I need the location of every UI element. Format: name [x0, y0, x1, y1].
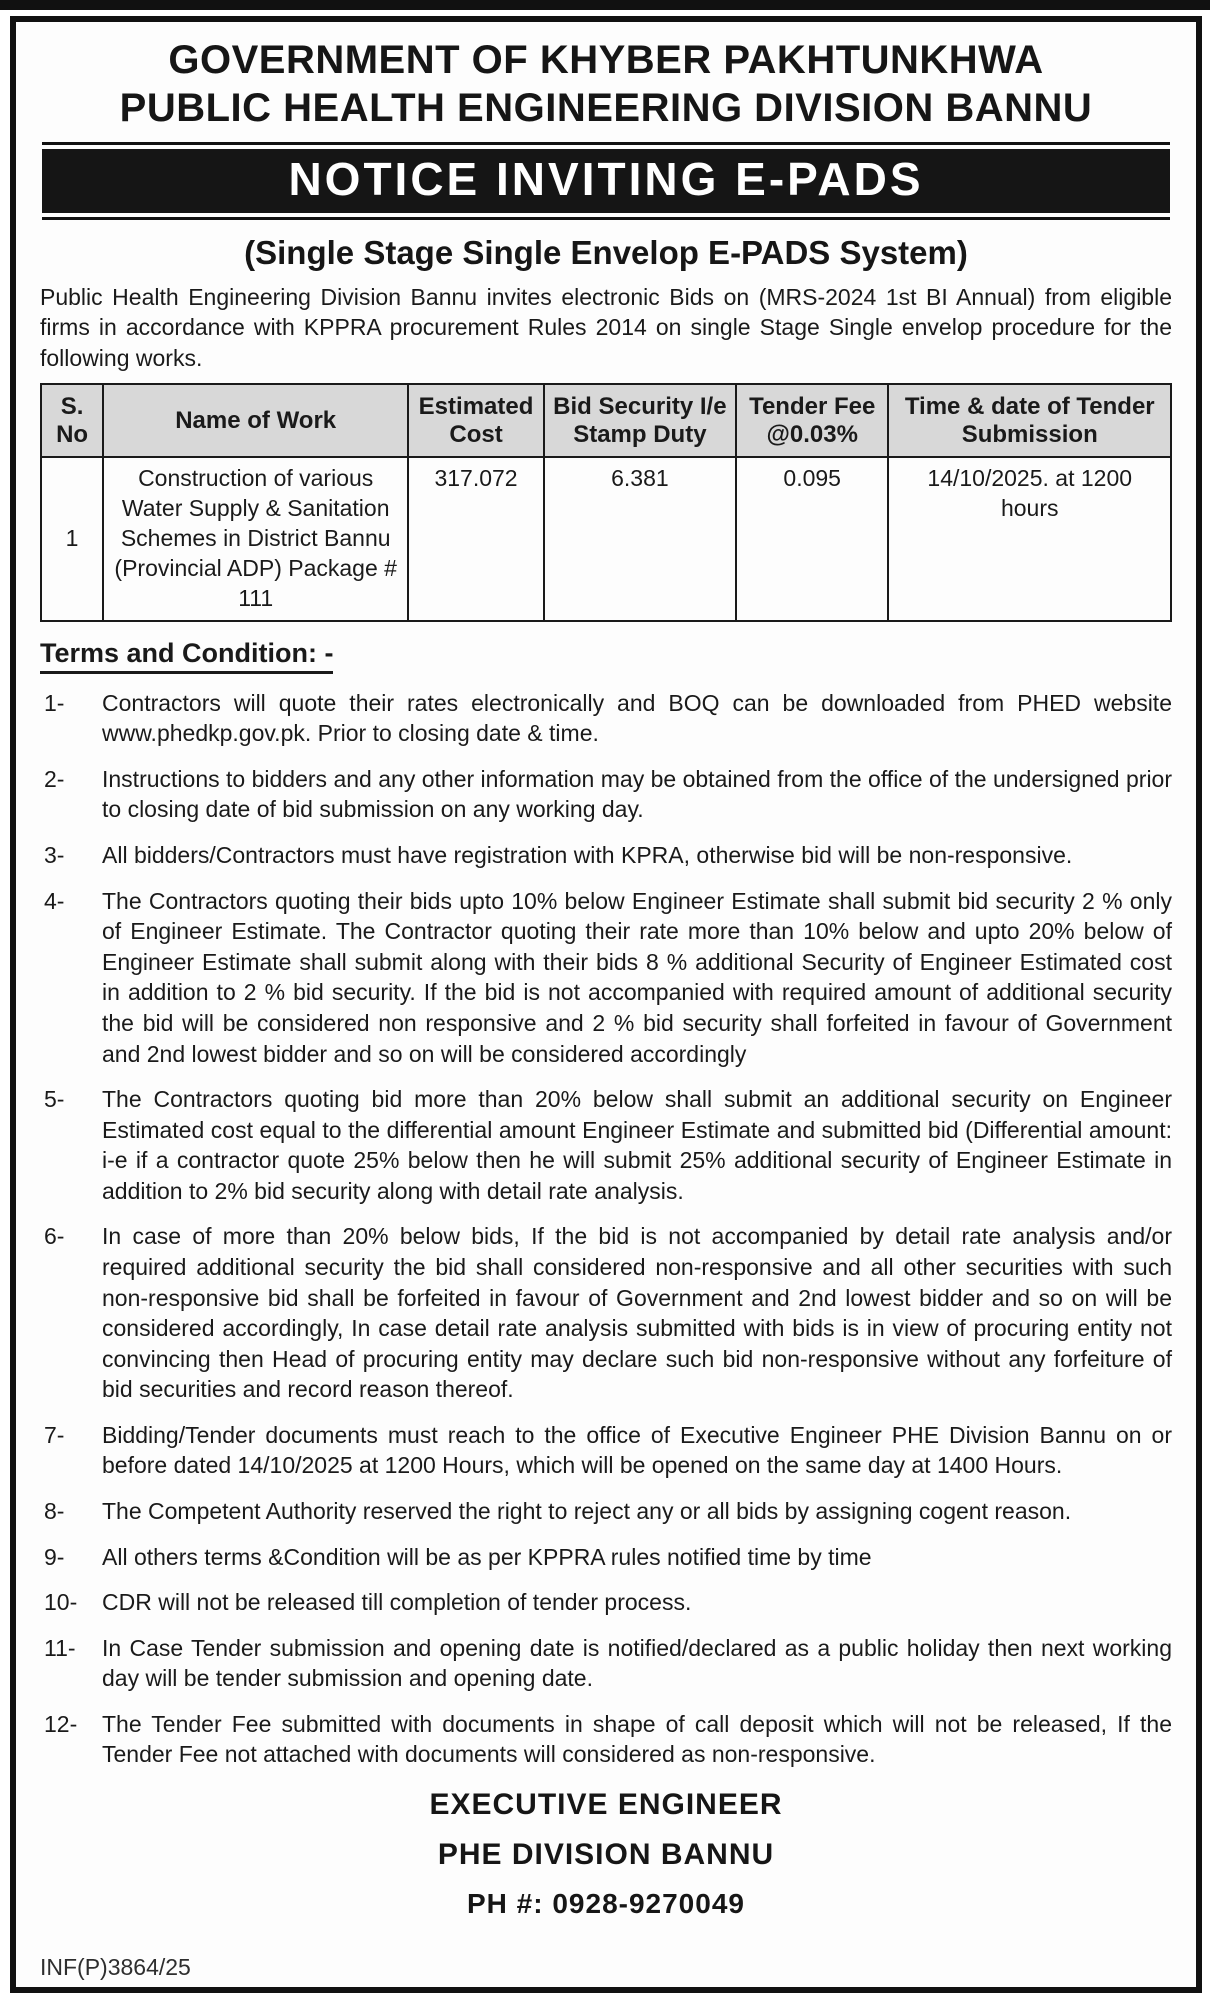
col-header-submission: Time & date of Tender Submission: [888, 384, 1171, 457]
col-header-bid-security: Bid Security I/e Stamp Duty: [544, 384, 736, 457]
col-header-estimated-cost: Estimated Cost: [408, 384, 544, 457]
intro-paragraph: Public Health Engineering Division Bannu invites electronic Bids on (MRS-2024 1st BI Annual) from eligible firms in accordance with KPPRA procurement Rules 2014 on single Stage Single envelop procedure for the following works.: [40, 284, 1172, 371]
term-text: The Tender Fee submitted with documents in shape of call deposit which will not be released, If the Tender Fee not attached with documents will considered as non-responsive.: [102, 1710, 1172, 1768]
term-text: Contractors will quote their rates electronically and BOQ can be downloaded from PHED website www.phedkp.gov.pk. Prior to closing date & time.: [102, 689, 1172, 747]
dept-title-line1: GOVERNMENT OF KHYBER PAKHTUNKHWA: [168, 38, 1044, 82]
notice-banner: NOTICE INVITING E-PADS: [42, 149, 1170, 213]
term-number: 4-: [44, 887, 65, 914]
signature-division: PHE DIVISION BANNU: [437, 1838, 775, 1872]
term-item-11: [40, 1633, 1172, 1694]
term-number: 3-: [44, 842, 65, 869]
term-text: In Case Tender submission and opening date is notified/declared as a public holiday then next working day will be tender submission and opening date.: [102, 1634, 1172, 1692]
term-item-6: [40, 1221, 1172, 1404]
cell-submission: 14/10/2025. at 1200 hours: [888, 457, 1171, 620]
signature-phone: PH #: 0928-9270049: [467, 1888, 745, 1920]
cell-estimated-cost: 317.072: [408, 457, 544, 620]
table-row: [41, 457, 1171, 620]
term-number: 2-: [44, 765, 65, 792]
term-text: Bidding/Tender documents must reach to the office of Executive Engineer PHE Division Bannu on or before dated 14/10/2025 at 1200 Hours, which will be opened on the same day at 1400 Hours.: [102, 1421, 1172, 1479]
works-table-header-row: [41, 384, 1171, 457]
term-number: 5-: [44, 1086, 65, 1113]
cell-sno: 1: [41, 457, 103, 620]
term-item-1: [40, 688, 1172, 749]
col-header-sno: S. No: [41, 384, 103, 457]
term-text: The Contractors quoting their bids upto 10% below Engineer Estimate shall submit bid security 2 % only of Engineer Estimate. The Contractor quoting their rate more than 10% below and upto 20% below of Engineer Estimate shall submit along with their bids 8 % additional Security of Engineer Estimated cost in addition to 2 % bid security. If the bid is not accompanied with required amount of additional security the bid will be considered non responsive and 2 % bid security shall forfeited in favour of Government and 2nd lowest bidder and so on will be considered accordingly: [102, 887, 1172, 1067]
top-black-strip: [0, 0, 1210, 10]
works-table: [40, 383, 1172, 622]
term-text: CDR will not be released till completion of tender process.: [102, 1589, 692, 1616]
term-number: 7-: [44, 1421, 65, 1448]
term-number: 6-: [44, 1223, 65, 1250]
notice-banner-frame: [42, 142, 1170, 220]
term-number: 8-: [44, 1498, 65, 1525]
term-item-7: [40, 1420, 1172, 1481]
term-number: 9-: [44, 1543, 65, 1570]
term-number: 12-: [44, 1710, 78, 1737]
term-text: The Competent Authority reserved the right to reject any or all bids by assigning cogent reason.: [102, 1498, 1072, 1525]
term-item-12: [40, 1709, 1172, 1770]
terms-heading: Terms and Condition: -: [40, 638, 333, 674]
signature-title: EXECUTIVE ENGINEER: [429, 1788, 783, 1822]
term-number: 1-: [44, 689, 65, 716]
system-subtitle: (Single Stage Single Envelop E-PADS System): [244, 234, 968, 271]
term-item-10: [40, 1587, 1172, 1618]
term-item-8: [40, 1496, 1172, 1527]
col-header-tender-fee: Tender Fee @0.03%: [736, 384, 889, 457]
col-header-name-of-work: Name of Work: [103, 384, 408, 457]
term-text: Instructions to bidders and any other information may be obtained from the office of the undersigned prior to closing date of bid submission on any working day.: [102, 765, 1172, 823]
cell-name-of-work: Construction of various Water Supply & Sanitation Schemes in District Bannu (Provincial ADP) Package # 111: [103, 457, 408, 620]
term-text: All bidders/Contractors must have registration with KPRA, otherwise bid will be non-responsive.: [102, 842, 1073, 869]
notice-sheet: [10, 16, 1202, 1993]
signature-block: [40, 1788, 1172, 1920]
term-item-2: [40, 764, 1172, 825]
term-text: The Contractors quoting bid more than 20% below shall submit an additional security on Engineer Estimated cost equal to the differential amount Engineer Estimate and submitted bid (Differential amount: i-e if a contractor quote 25% below then he will submit 25% additional security of Engineer Estimate in addition to 2% bid security along with detail rate analysis.: [102, 1086, 1172, 1204]
term-number: 11-: [44, 1634, 76, 1661]
dept-title-line2: PUBLIC HEALTH ENGINEERING DIVISION BANNU: [119, 86, 1093, 130]
term-text: All others terms &Condition will be as per KPPRA rules notified time by time: [102, 1543, 872, 1570]
term-item-4: [40, 886, 1172, 1069]
inf-number: INF(P)3864/25: [40, 1954, 191, 1981]
cell-tender-fee: 0.095: [736, 457, 889, 620]
term-number: 10-: [44, 1589, 78, 1616]
term-text: In case of more than 20% below bids, If the bid is not accompanied by detail rate analysis and/or required additional security the bid shall considered non-responsive and all other securities with such non-responsive bid shall be forfeited in favour of Government and 2nd lowest bidder and so on will be considered accordingly, In case detail rate analysis submitted with bids is in view of procuring entity not convincing then Head of procuring entity may declare such bid non-responsive without any forfeiture of bid securities and record reason thereof.: [102, 1223, 1172, 1403]
term-item-9: [40, 1542, 1172, 1573]
term-item-3: [40, 840, 1172, 871]
cell-bid-security: 6.381: [544, 457, 736, 620]
term-item-5: [40, 1084, 1172, 1206]
terms-list: [40, 688, 1172, 1770]
